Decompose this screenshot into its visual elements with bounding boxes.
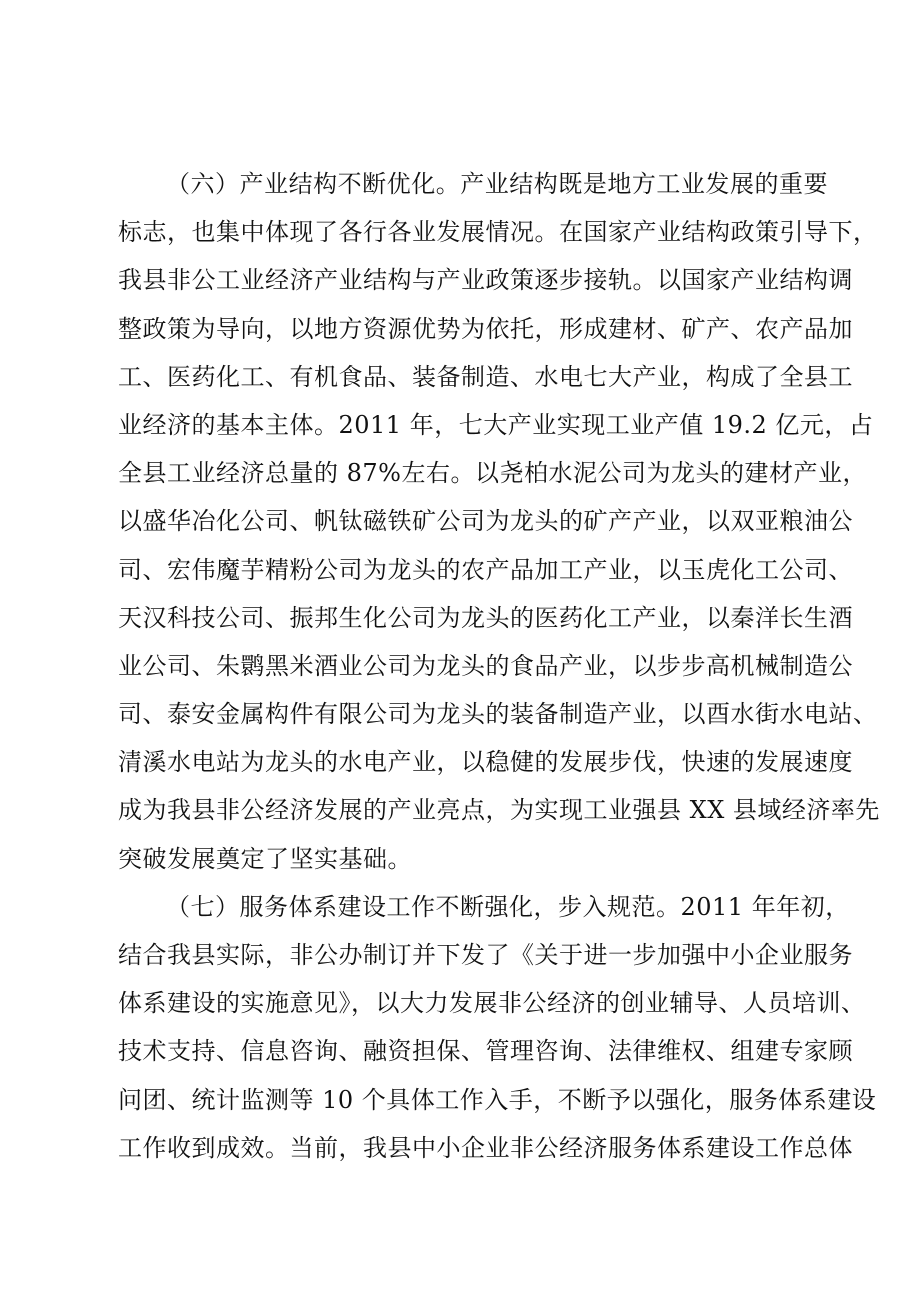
text-line: 天汉科技公司、振邦生化公司为龙头的医药化工产业，以秦洋长生酒 xyxy=(118,603,853,632)
text-line: 司、泰安金属构件有限公司为龙头的装备制造产业，以酉水街水电站、 xyxy=(118,700,878,729)
text-line: 工作收到成效。当前，我县中小企业非公经济服务体系建设工作总体 xyxy=(118,1133,853,1162)
text-line: 体系建设的实施意见》，以大力发展非公经济的创业辅导、人员培训、 xyxy=(118,989,866,1018)
text-line: 标志，也集中体现了各行各业发展情况。在国家产业结构政策引导下， xyxy=(118,218,878,247)
text-line: 成为我县非公经济发展的产业亮点，为实现工业强县 XX 县域经济率先 xyxy=(118,796,880,825)
text-line: 整政策为导向，以地方资源优势为依托，形成建材、矿产、农产品加 xyxy=(118,314,853,343)
paragraph-six-heading-line: （六）产业结构不断优化。产业结构既是地方工业发展的重要 xyxy=(166,170,828,198)
text-line: 我县非公工业经济产业结构与产业政策逐步接轨。以国家产业结构调 xyxy=(118,266,853,295)
text-line: 以盛华冶化公司、帆钛磁铁矿公司为龙头的矿产产业，以双亚粮油公 xyxy=(118,507,853,536)
text-line: 业经济的基本主体。2011 年，七大产业实现工业产值 19.2 亿元，占 xyxy=(118,410,874,439)
document-body xyxy=(118,160,880,1172)
text-line: 结合我县实际，非公办制订并下发了《关于进一步加强中小企业服务 xyxy=(118,941,853,969)
text-line: 全县工业经济总量的 87%左右。以尧柏水泥公司为龙头的建材产业， xyxy=(118,459,867,488)
text-line: 司、宏伟魔芋精粉公司为龙头的农产品加工产业，以玉虎化工公司、 xyxy=(118,555,853,584)
text-line: 工、医药化工、有机食品、装备制造、水电七大产业，构成了全县工 xyxy=(118,362,853,391)
paragraph-seven-heading-line: （七）服务体系建设工作不断强化，步入规范。2011 年年初， xyxy=(166,892,850,921)
text-line: 问团、统计监测等 10 个具体工作入手，不断予以强化，服务体系建设 xyxy=(118,1085,877,1114)
paragraph-end-line: 突破发展奠定了坚实基础。 xyxy=(118,844,412,873)
text-line: 技术支持、信息咨询、融资担保、管理咨询、法律维权、组建专家顾 xyxy=(118,1037,853,1066)
text-line: 业公司、朱鹮黑米酒业公司为龙头的食品产业，以步步高机械制造公 xyxy=(118,651,853,680)
text-line: 清溪水电站为龙头的水电产业，以稳健的发展步伐，快速的发展速度 xyxy=(118,748,853,777)
